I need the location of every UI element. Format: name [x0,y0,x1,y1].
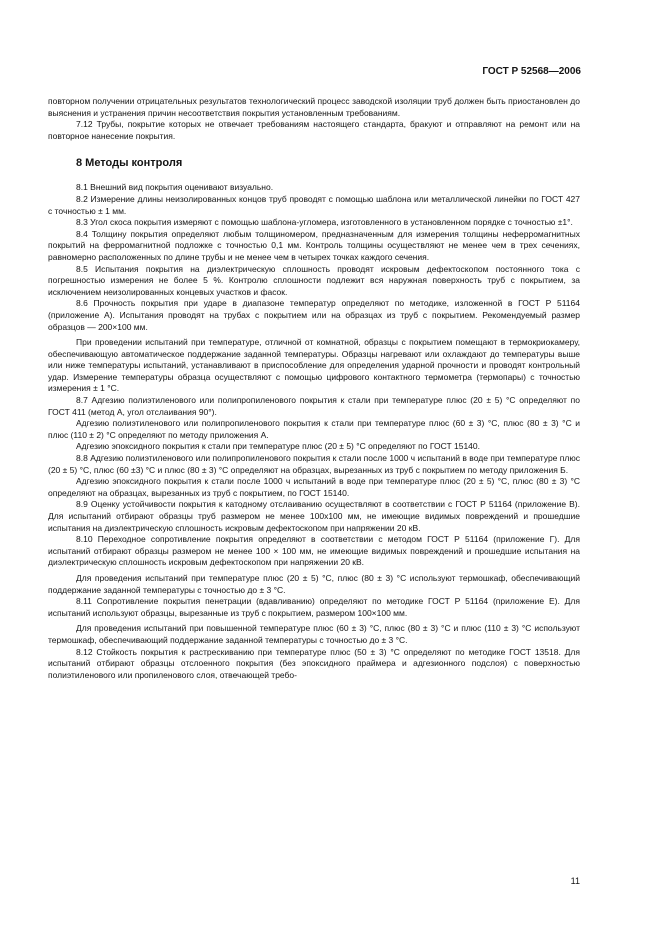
paragraph-8-6-temperature: При проведении испытаний при температуре, отличной от комнатной, образцы с покрытием помещают в термокриокамеру, обеспечивающую автоматическое поддержание заданной температуры. Образцы нагревают или охлаждают до температуры выше или ниже температуры испытаний, устанавливают в приспособление для определения ударной прочности и проводят контрольный удар. Измерение температуры образца осуществляют с помощью цифрового контактного термометра (термопары) с точностью измерения ± 1 °С. [48,337,580,394]
paragraph-continuation: повторном получении отрицательных результатов технологический процесс заводской изоляции труб должен быть приостановлен до выяснения и устранения причин несоответствия покрытия установленным требованиям. [48,96,580,118]
paragraph-8-11-temperature: Для проведения испытаний при повышенной температуре плюс (60 ± 3) °С, плюс (80 ± 3) °С и плюс (110 ± 3) °С используют термошкаф, обеспечивающий поддержание заданной температуры с точностью до ± 3 °С. [48,623,580,645]
paragraph-8-10-temperature: Для проведения испытаний при температуре плюс (20 ± 5) °С, плюс (80 ± 3) °С используют термошкаф, обеспечивающий поддержание заданной температуры с точностью до ± 3 °С. [48,572,580,595]
paragraph-8-5: 8.5 Испытания покрытия на диэлектрическую сплошность проводят искровым дефектоскопом постоянного тока с погрешностью измерения не более 5 %. Контролю сплошности подлежит вся наружная поверхность труб с покрытием, за исключением неизолированных концевых участков и фасок. [48,263,580,297]
section-title-8: 8 Методы контроля [76,157,183,170]
paragraph-8-11: 8.11 Сопротивление покрытия пенетрации (вдавливанию) определяют по методике ГОСТ Р 51164 (приложение Е). Для испытаний используют образцы, вырезанные из труб с покрытием, размером 100×100 мм. [48,596,580,618]
paragraph-8-8-epoxy: Адгезию эпоксидного покрытия к стали после 1000 ч испытаний в воде при температуре плюс (20 ± 5) °С, плюс (80 ± 3) °С определяют на образцах, вырезанных из труб с покрытием, по ГОСТ 15140. [48,476,580,498]
paragraph-8-7-epoxy: Адгезию эпоксидного покрытия к стали при температуре плюс (20 ± 5) °С определяют по ГОСТ 15140. [76,441,480,452]
paragraph-8-1: 8.1 Внешний вид покрытия оценивают визуально. [76,182,274,193]
document-body [48,96,580,681]
paragraph-8-3: 8.3 Угол скоса покрытия измеряют с помощью шаблона-угломера, изготовленного в установленном порядке с точностью ±1°. [76,217,573,228]
paragraph-8-7: 8.7 Адгезию полиэтиленового или полипропиленового покрытия к стали при температуре плюс (20 ± 5) °С определяют по ГОСТ 411 (метод А, угол отслаивания 90°). [48,395,580,417]
paragraph-7-12: 7.12 Трубы, покрытие которых не отвечает требованиям настоящего стандарта, бракуют и отправляют на ремонт или на повторное нанесение покрытия. [48,119,580,141]
standard-id-header: ГОСТ Р 52568—2006 [482,66,581,77]
paragraph-8-6: 8.6 Прочность покрытия при ударе в диапазоне температур определяют по методике, изложенной в ГОСТ Р 51164 (приложение А). Испытания проводят на трубах с покрытием или на образцах из труб с покрытием. Рекомендуемый размер образцов — 200×100 мм. [48,298,580,332]
paragraph-8-2: 8.2 Измерение длины неизолированных концов труб проводят с помощью шаблона или металлической линейки по ГОСТ 427 с точностью ± 1 мм. [48,193,580,216]
paragraph-8-10: 8.10 Переходное сопротивление покрытия определяют в соответствии с методом ГОСТ Р 51164 (приложение Г). Для испытаний отбирают образцы размером не менее 100 × 100 мм, не имеющие видимых повреждений и прошедшие испытания на диэлектрическую сплошность искровым дефектоскопом при напряжении 20 кВ. [48,534,580,568]
paragraph-8-12: 8.12 Стойкость покрытия к растрескиванию при температуре плюс (50 ± 3) °С определяют по методике ГОСТ 13518. Для испытаний отбирают образцы отслоенного покрытия (без эпоксидного праймера и адгезионного подслоя) с поверхностью полиэтиленового или пропиленового слоя, отвечающей требо- [48,646,580,680]
paragraph-8-8: 8.8 Адгезию полиэтиленового или полипропиленового покрытия к стали после 1000 ч испытаний в воде при температуре плюс (20 ± 5) °С, плюс (60 ±3) °С и плюс (80 ± 3) °С определяют на образцах, вырезанных из труб с покрытием по методу приложения Б. [48,453,580,475]
page-number: 11 [570,876,580,886]
paragraph-8-7-hot: Адгезию полиэтиленового или полипропиленового покрытия к стали при температуре плюс (60 ± 3) °С, плюс (80 ± 3) °С и плюс (110 ± 2) °С определяют по методу приложения А. [48,418,580,440]
paragraph-8-4: 8.4 Толщину покрытия определяют любым толщиномером, предназначенным для измерения толщины неферромагнитных покрытий на ферромагнитной подложке с точностью 0,1 мм. Контроль толщины осуществляют не менее чем в трех сечениях, равномерно расположенных по длине трубы и не менее чем в четырех точках каждого сечения. [48,228,580,262]
paragraph-8-9: 8.9 Оценку устойчивости покрытия к катодному отслаиванию осуществляют в соответствии с ГОСТ Р 51164 (приложение В). Для испытаний отбирают образцы труб размером не менее 100х100 мм, не имеющие видимых повреждений и прошедшие испытания на диэлектрическую сплошность искровым дефектоскопом при напряжении 20 кВ. [48,499,580,533]
